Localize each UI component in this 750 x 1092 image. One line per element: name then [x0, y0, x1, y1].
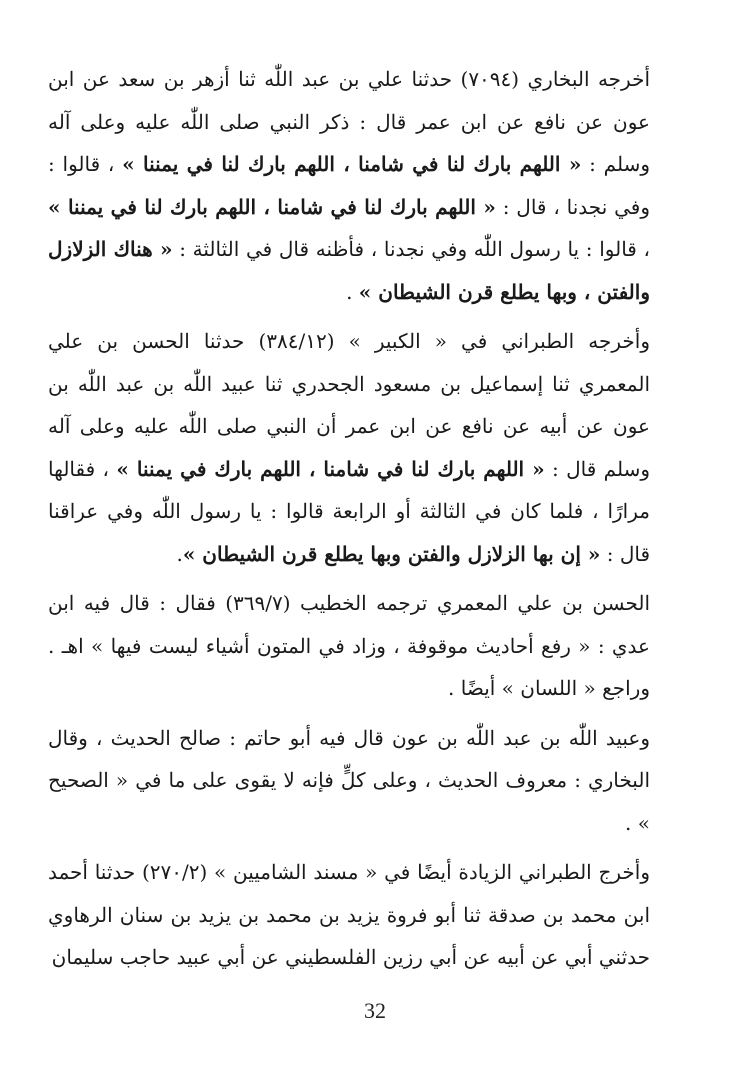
text-span: وعبيد اللّٰه بن عبد اللّٰه بن عون قال فيه أبو حاتم : صالح الحديث ، وقال البخاري : معروف الحديث ، وعلى كلٍّ فإنه لا يقوى على ما في « الصحيح » . [48, 725, 650, 835]
text-span: الحسن بن علي المعمري ترجمه الخطيب (٣٦٩/٧) فقال : قال فيه ابن عدي : « رفع أحاديث موقوفة ، وزاد في المتون أشياء ليست فيها » اهـ . وراجع « اللسان » أيضًا . [48, 591, 650, 700]
text-span: . [346, 279, 359, 304]
page-number: 32 [364, 998, 386, 1023]
paragraph-musnad-shamiyyin [48, 851, 650, 979]
text-span: ، فقالها مرارًا ، فلما كان في الثالثة أو الرابعة قالوا : يا رسول اللّٰه وفي عراقنا قال : [48, 456, 650, 566]
paragraph-ubaidullah [48, 717, 650, 845]
hadith-quote-bold: « إن بها الزلازل والفتن وبها يطلع قرن الشيطان » [182, 541, 601, 566]
hadith-quote-bold: « اللهم بارك لنا في شامنا ، اللهم بارك لنا في يمننا » [48, 194, 496, 219]
text-span: ، قالوا : وفي نجدنا ، قال : [48, 152, 650, 219]
text-span: أخرجه البخاري (٧٠٩٤) حدثنا علي بن عبد اللّٰه ثنا أزهر بن سعد عن ابن عون عن نافع عن ابن عمر قال : ذكر النبي صلى اللّٰه عليه وعلى آله وسلم : [48, 67, 650, 176]
text-span: . [176, 541, 183, 566]
text-span: وأخرج الطبراني الزيادة أيضًا في « مسند الشاميين » (٢٧٠/٢) حدثنا أحمد ابن محمد بن صدقة ثنا أبو فروة يزيد بن محمد بن يزيد بن سنان الرهاوي حدثني أبي عن أبيه عن أبي رزين الفلسطيني عن أبي عبيد حاجب سليمان [48, 860, 650, 969]
text-span: ، قالوا : يا رسول اللّٰه وفي نجدنا ، فأظنه قال في الثالثة : [172, 237, 650, 261]
hadith-quote-bold: « هناك الزلازل والفتن ، وبها يطلع قرن الشيطان » [48, 237, 650, 304]
hadith-quote-bold: « اللهم بارك لنا في شامنا ، اللهم بارك في يمننا » [116, 456, 545, 481]
hadith-quote-bold: « اللهم بارك لنا في شامنا ، اللهم بارك لنا في يمننا » [122, 152, 582, 176]
text-span: وأخرجه الطبراني في « الكبير » (٣٨٤/١٢) حدثنا الحسن بن علي المعمري ثنا إسماعيل بن مسعود الجحدري ثنا عبيد اللّٰه بن عبد اللّٰه بن عون عن أبيه عن نافع عن ابن عمر أن النبي صلى اللّٰه عليه وعلى آله وسلم قال : [48, 329, 650, 481]
paragraph-hasan-mamari [48, 582, 650, 710]
paragraph-tabarani-kabir [48, 320, 650, 575]
paragraph-bukhari [48, 58, 650, 313]
page-body [48, 58, 650, 979]
